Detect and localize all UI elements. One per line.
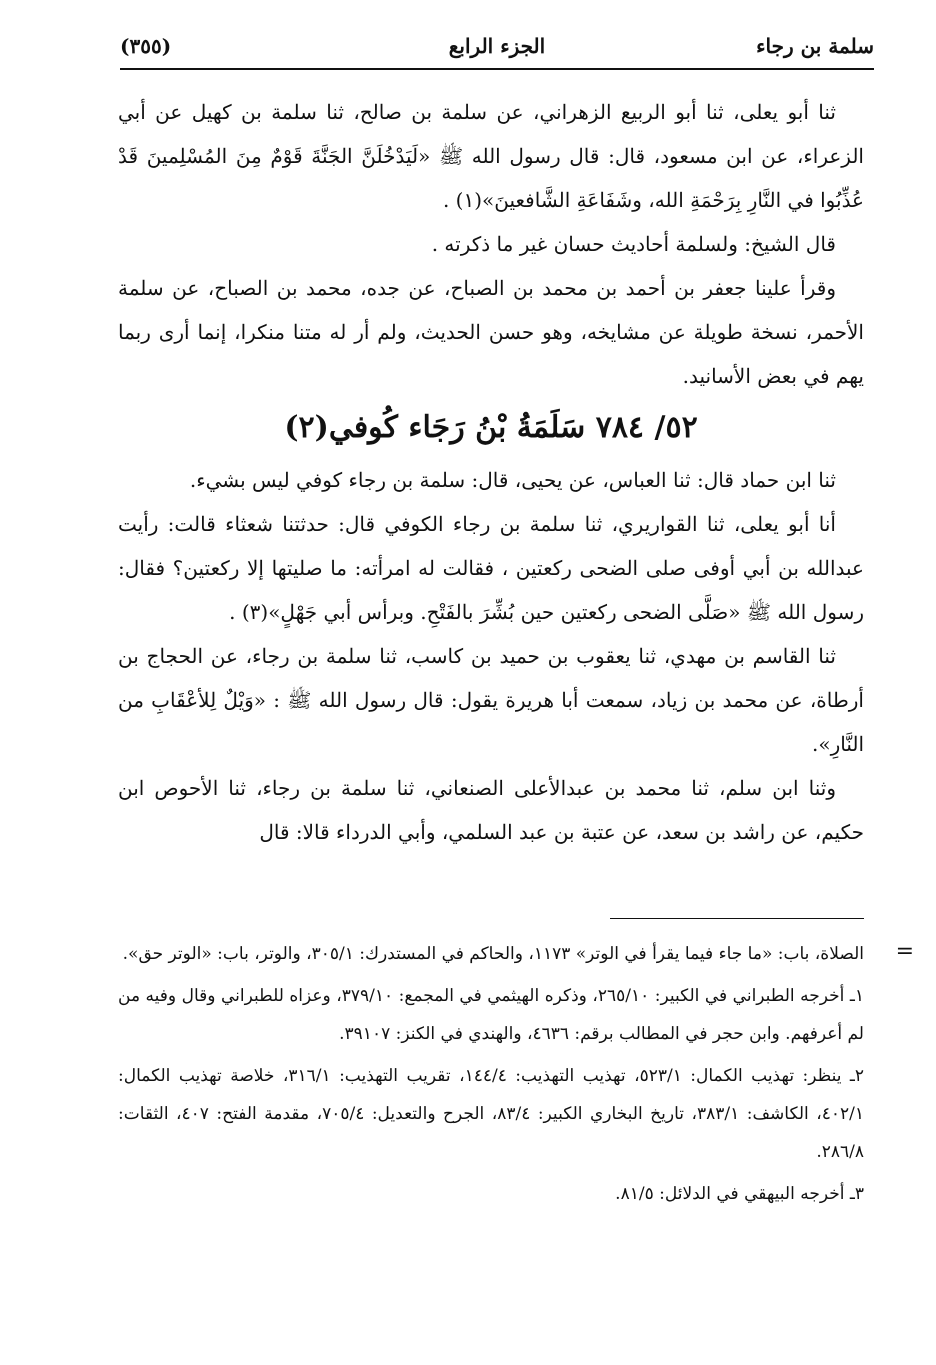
- paragraph-hadith-1: ثنا أبو يعلى، ثنا أبو الربيع الزهراني، عن سلمة بن صالح، ثنا سلمة بن كهيل عن أبي الزعراء، عن ابن مسعود، قال: قال رسول الله ﷺ «لَيَدْخُلَنَّ الجَنَّةَ قَوْمٌ مِنَ المُسْلِمينَ قَدْ عُذِّبُوا في النَّارِ بِرَحْمَةِ الله، وشَفَاعَةِ الشَّافعينَ»(١) .: [118, 100, 864, 212]
- page-number: (٣٥٥): [120, 34, 172, 58]
- running-head-volume: الجزء الرابع: [448, 34, 546, 58]
- footnote-3: ٣ـ أخرجه البيهقي في الدلائل: ٨١/٥.: [615, 1184, 864, 1204]
- running-head-entry: سلمة بن رجاء: [756, 34, 874, 58]
- entry-title: ٥٢/ ٧٨٤ سَلَمَةُ بْنُ رَجَاء كُوفي(٢): [284, 410, 698, 445]
- footnote-continuation-mark: =: [895, 939, 914, 964]
- footnotes: [118, 935, 914, 1217]
- footnote-1: ١ـ أخرجه الطبراني في الكبير: ٢٦٥/١٠، وذكره الهيثمي في المجمع: ٣٧٩/١٠، وعزاه للطبراني وقال وفيه من لم أعرفهم. وابن حجر في المطالب برقم: ٤٦٣٦، والهندي في الكنز: ٣٩١٠٧.: [118, 986, 865, 1044]
- page-header: [120, 28, 874, 68]
- header-rule: [120, 68, 874, 70]
- paragraph-ibn-hammad: ثنا ابن حماد قال: ثنا العباس، عن يحيى، قال: سلمة بن رجاء كوفي ليس بشيء.: [189, 468, 836, 492]
- paragraph-hadith-duha: أنا أبو يعلى، ثنا القواريري، ثنا سلمة بن رجاء الكوفي قال: حدثتنا شعثاء قالت: رأيت عبدالله بن أبي أوفى صلى الضحى ركعتين ، فقالت له امرأته: ما صليتها إلا ركعتين؟ فقال: رسول الله ﷺ «صَلَّى الضحى ركعتين حين بُشِّرَ بالفَتْحِ. وبرأس أبي جَهْلٍ»(٣) .: [118, 512, 864, 624]
- main-text: [118, 90, 864, 854]
- footnote-2: ٢ـ ينظر: تهذيب الكمال: ٥٢٣/١، تهذيب التهذيب: ١٤٤/٤، تقريب التهذيب: ٣١٦/١، خلاصة تهذيب الكمال: ٤٠٢/١، الكاشف: ٣٨٣/١، تاريخ البخاري الكبير: ٨٣/٤، الجرح والتعديل: ٧٠٥/٤، مقدمة الفتح: ٤٠٧، الثقات: ٢٨٦/٨.: [118, 1066, 865, 1162]
- paragraph-ibn-salm: وثنا ابن سلم، ثنا محمد بن عبدالأعلى الصنعاني، ثنا سلمة بن رجاء، ثنا الأحوص ابن حكيم، عن راشد بن سعد، عن عتبة بن عبد السلمي، وأبي الدرداء قالا: قال: [118, 776, 864, 844]
- paragraph-hadith-heels: ثنا القاسم بن مهدي، ثنا يعقوب بن حميد بن كاسب، ثنا سلمة بن رجاء، عن الحجاج بن أرطاة، عن محمد بن زياد، سمعت أبا هريرة يقول: قال رسول الله ﷺ : «وَيْلٌ لِلأعْقَابِ من النَّارِ».: [118, 644, 864, 756]
- footnote-rule: [610, 918, 864, 919]
- footnote-continued: الصلاة، باب: «ما جاء فيما يقرأ في الوتر» ١١٧٣، والحاكم في المستدرك: ٣٠٥/١، والوتر، باب: «الوتر حق».: [122, 944, 864, 964]
- paragraph-recitation: وقرأ علينا جعفر بن أحمد بن محمد بن الصباح، عن جده، محمد بن الصباح، عن سلمة الأحمر، نسخة طويلة عن مشايخه، وهو حسن الحديث، ولم أر له متنا منكرا، إنما أرى ربما يهم في بعض الأسانيد.: [118, 276, 864, 388]
- paragraph-sheikh-note: قال الشيخ: ولسلمة أحاديث حسان غير ما ذكرته .: [431, 232, 836, 256]
